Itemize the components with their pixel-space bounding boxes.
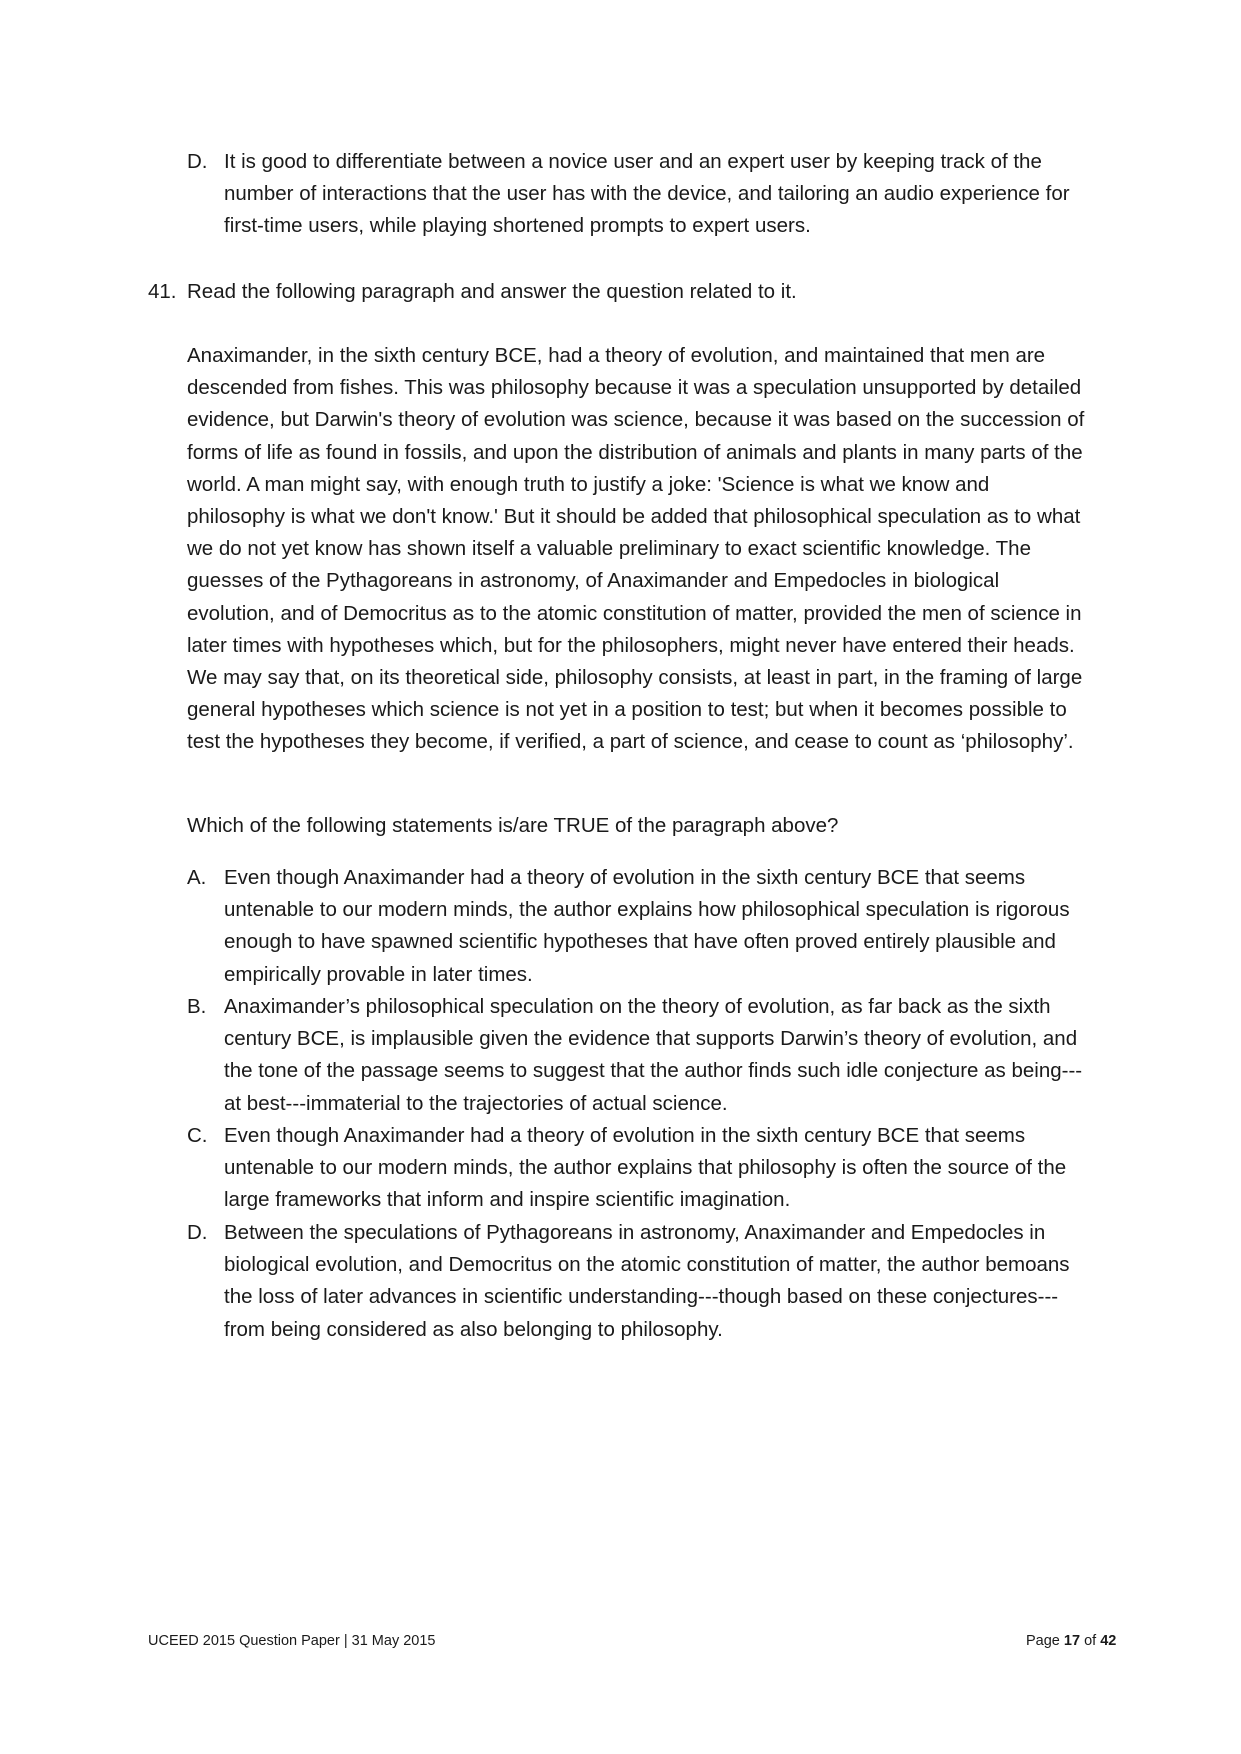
option-text: Anaximander’s philosophical speculation on the theory of evolution, as far back as the sixth century BCE, is implausible given the evidence that supports Darwin’s theory of evolution, and the tone of the passage seems to suggest that the author finds such idle conjecture as being---at best---immaterial to the trajectories of actual science.: [224, 995, 1083, 1115]
question-stem: Which of the following statements is/are TRUE of the paragraph above?: [187, 814, 839, 837]
option-letter: D.: [187, 150, 208, 173]
page-total: 42: [1100, 1633, 1117, 1649]
prev-option-d: [187, 146, 1087, 243]
question-passage: Anaximander, in the sixth century BCE, had a theory of evolution, and maintained that men are descended from fishes. This was philosophy because it was a speculation unsupported by detailed evidence, but Darwin's theory of evolution was science, because it was based on the succession of forms of life as found in fossils, and upon the distribution of animals and plants in many parts of the world. A man might say, with enough truth to justify a joke: 'Science is what we know and philosophy is what we don't know.' But it should be added that philosophical speculation as to what we do not yet know has shown itself a valuable preliminary to exact scientific knowledge. The guesses of the Pythagoreans in astronomy, of Anaximander and Empedocles in biological evolution, and of Democritus as to the atomic constitution of matter, provided the men of science in later times with hypotheses which, but for the philosophers, might never have entered their heads. We may say that, on its theoretical side, philosophy consists, at least in part, in the framing of large general hypotheses which science is not yet in a position to test; but when it becomes possible to test the hypotheses they become, if verified, a part of science, and cease to count as ‘philosophy’.: [187, 344, 1085, 754]
page-word: Page: [1026, 1633, 1060, 1649]
option-letter: C.: [187, 1124, 208, 1147]
option-d: [187, 1217, 1087, 1346]
option-letter: A.: [187, 866, 207, 889]
option-letter: D.: [187, 1221, 208, 1244]
footer-title: UCEED 2015 Question Paper | 31 May 2015: [148, 1633, 436, 1649]
option-letter: B.: [187, 995, 207, 1018]
option-b: [187, 991, 1087, 1120]
option-text: Even though Anaximander had a theory of evolution in the sixth century BCE that seems untenable to our modern minds, the author explains how philosophical speculation is rigorous enough to have spawned scientific hypotheses that have often proved entirely plausible and empirically provable in later times.: [224, 866, 1070, 986]
option-text: Even though Anaximander had a theory of evolution in the sixth century BCE that seems untenable to our modern minds, the author explains that philosophy is often the source of the large frameworks that inform and inspire scientific imagination.: [224, 1124, 1067, 1212]
question-prompt: Read the following paragraph and answer the question related to it.: [187, 280, 797, 303]
option-text: It is good to differentiate between a novice user and an expert user by keeping track of the number of interactions that the user has with the device, and tailoring an audio experience for first-time users, while playing shortened prompts to expert users.: [224, 150, 1070, 238]
option-a: [187, 862, 1087, 991]
option-text: Between the speculations of Pythagoreans in astronomy, Anaximander and Empedocles in biological evolution, and Democritus on the atomic constitution of matter, the author bemoans the loss of later advances in scientific understanding---though based on these conjectures---from being considered as also belonging to philosophy.: [224, 1221, 1070, 1341]
option-c: [187, 1120, 1087, 1217]
page-number: [1026, 1631, 1116, 1651]
question-number: 41.: [148, 280, 177, 303]
page-current: 17: [1063, 1633, 1081, 1649]
page-of: of: [1084, 1633, 1097, 1649]
